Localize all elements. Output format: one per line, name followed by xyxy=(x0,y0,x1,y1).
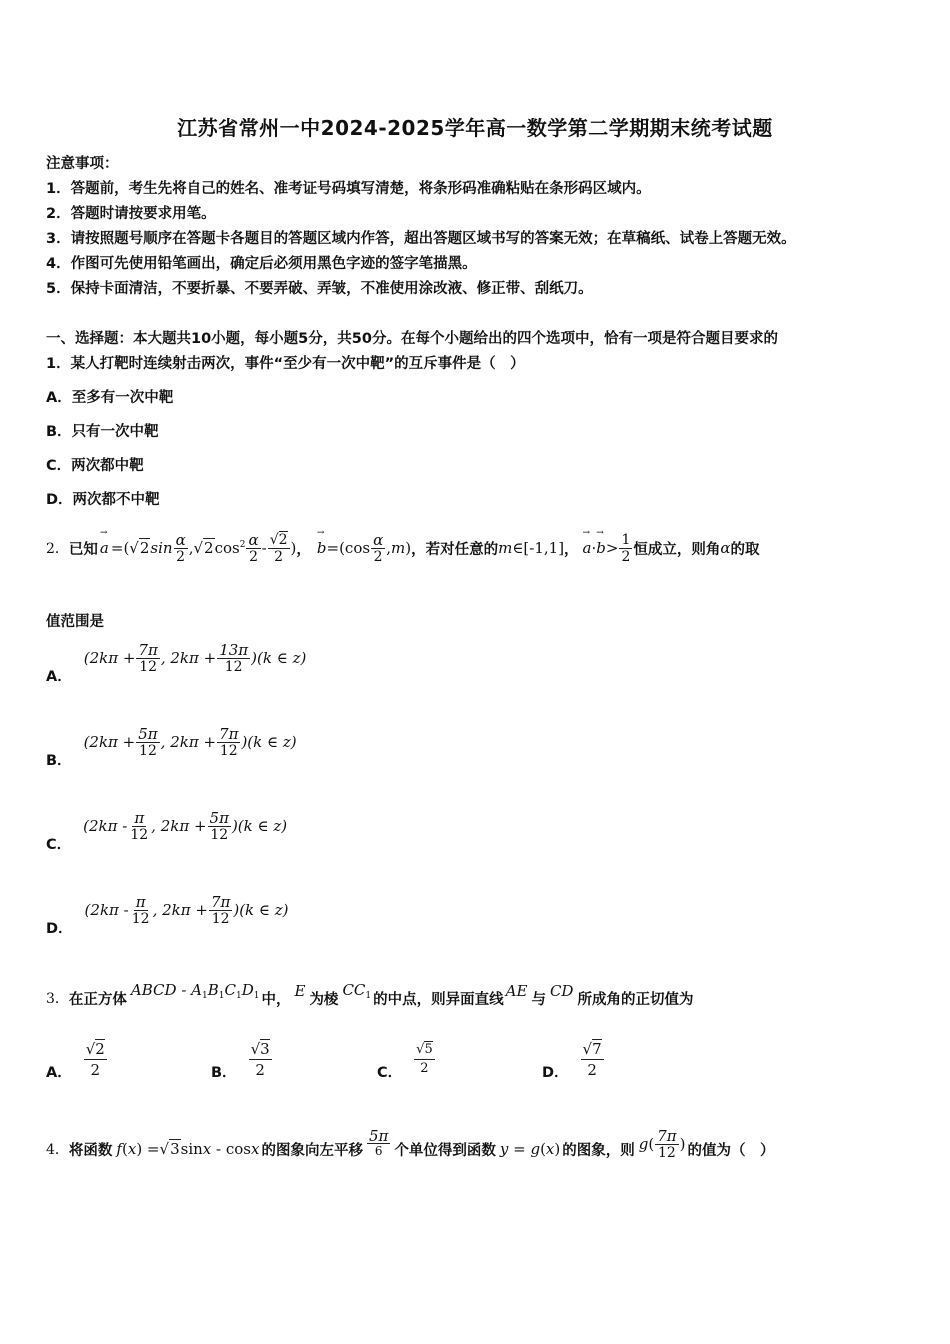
shift-fraction: $\frac{5\pi}{6}$ xyxy=(368,1126,389,1158)
page-title: 江苏省常州一中2024-2025学年高一数学第二学期期末统考试题 xyxy=(177,116,773,140)
point-e-symbol: E xyxy=(294,982,306,1000)
q2-option-a xyxy=(46,640,307,688)
option-label: D． xyxy=(542,1064,569,1081)
frac-num: 7π xyxy=(138,640,158,659)
q3-option-d xyxy=(542,1036,605,1086)
stem-text: 已知 xyxy=(68,541,98,558)
frac-den: 2 xyxy=(255,1060,265,1079)
option-formula xyxy=(85,894,289,927)
q3-option-c xyxy=(377,1036,436,1086)
formula-part: )(k ∈ z) xyxy=(241,733,297,751)
option-label: A． xyxy=(46,668,72,685)
stem-text: 的取 xyxy=(730,541,760,558)
dot-product-formula: → a · → b > $\frac{1}{2}$ xyxy=(583,532,634,565)
option-label: A． xyxy=(46,390,72,406)
q3-option-b xyxy=(211,1036,273,1086)
q1-option-b xyxy=(46,420,159,441)
notice-item: 1．答题前，考生先将自己的姓名、准考证号码填写清楚，将条形码准确粘贴在条形码区域内。 xyxy=(46,181,651,197)
notice-heading: 注意事项： xyxy=(46,156,119,172)
option-text: 只有一次中靶 xyxy=(71,424,159,440)
question-2-continued: 值范围是 xyxy=(46,614,104,630)
question-number: 2． xyxy=(46,541,69,557)
question-3-stem xyxy=(46,980,693,1016)
q2-option-d xyxy=(46,892,289,940)
question-number: 3． xyxy=(46,991,69,1007)
q1-option-d xyxy=(46,488,160,509)
formula-part: , 2kπ + xyxy=(160,649,217,667)
option-label: C． xyxy=(377,1064,403,1081)
alpha-symbol: α xyxy=(720,539,731,557)
q1-option-a xyxy=(46,386,173,407)
option-text: 两次都中靶 xyxy=(71,458,144,474)
formula-part: , 2kπ + xyxy=(160,733,217,751)
formula-part: (2kπ + xyxy=(83,649,136,667)
frac-den: 12 xyxy=(219,742,238,759)
q3-option-a xyxy=(46,1036,108,1086)
option-text: 至多有一次中靶 xyxy=(71,390,174,406)
section-heading: 一、选择题：本大题共10小题，每小题5分，共50分。在每个小题给出的四个选项中，恰有一项是符合题目要求的 xyxy=(46,331,778,347)
frac-den: 2 xyxy=(420,1060,429,1076)
option-text: 两次都不中靶 xyxy=(72,492,160,508)
radicand: 2 xyxy=(95,1039,105,1058)
frac-num: 7π xyxy=(210,892,231,911)
stem-text: 恒成立，则角 xyxy=(633,541,721,558)
stem-text: 的图象向左平移 xyxy=(261,1142,363,1159)
frac-den: 12 xyxy=(211,910,230,927)
function-g-formula: y = g ( x ) xyxy=(499,1140,561,1158)
stem-text: 中， xyxy=(261,991,291,1008)
radicand: 5 xyxy=(424,1041,433,1057)
radicand: 7 xyxy=(592,1039,602,1058)
question-4-stem xyxy=(46,1126,774,1172)
frac-den: 12 xyxy=(139,742,157,759)
frac-den: 12 xyxy=(210,826,229,843)
question-1-stem: 1．某人打靶时连续射击两次，事件“至少有一次中靶”的互斥事件是（ ） xyxy=(46,356,525,372)
stem-text: ，若对任意的 xyxy=(411,541,499,558)
option-label: B． xyxy=(46,752,72,769)
option-label: C． xyxy=(46,458,72,474)
frac-den: 2 xyxy=(587,1060,597,1079)
option-label: D． xyxy=(46,920,73,937)
frac-den: 2 xyxy=(90,1060,101,1079)
stem-text: 的值为（ ） xyxy=(687,1142,775,1159)
frac-num: 13π xyxy=(219,640,249,659)
stem-text: 与 xyxy=(531,991,546,1008)
stem-text: 为棱 xyxy=(309,991,339,1008)
option-label: C． xyxy=(46,836,72,853)
vector-b-formula: → b =(cos $\frac{\alpha}{2}$ , m ) xyxy=(317,532,411,565)
g-value-formula: g ( $\frac{7\pi}{12}$ ) xyxy=(638,1126,686,1161)
line-cd-symbol: CD xyxy=(549,982,574,1000)
question-2-stem xyxy=(46,526,760,570)
stem-text: 在正方体 xyxy=(68,991,127,1008)
frac-den: 12 xyxy=(224,658,243,675)
q2-option-c xyxy=(46,808,288,856)
stem-text: 将函数 xyxy=(68,1142,113,1159)
m-range-formula: m ∈[-1,1] xyxy=(498,539,565,557)
formula-part: , 2kπ + xyxy=(152,901,208,919)
notice-item: 3．请按照题号顺序在答题卡各题目的答题区域内作答，超出答题区域书写的答案无效；在草稿纸、试卷上答题无效。 xyxy=(46,231,796,247)
frac-den: 12 xyxy=(130,826,149,843)
question-number: 4． xyxy=(46,1142,69,1158)
option-label: A． xyxy=(46,1064,72,1081)
notice-item: 2．答题时请按要求用笔。 xyxy=(46,206,216,222)
stem-text: ， xyxy=(296,541,311,558)
option-label: D． xyxy=(46,492,73,508)
edge-cc1-symbol: $CC_1$ xyxy=(342,981,372,1001)
frac-num: π xyxy=(134,808,145,827)
formula-part: (2kπ - xyxy=(83,817,128,835)
q2-option-b xyxy=(46,724,297,772)
line-ae-symbol: AE xyxy=(505,982,528,1000)
formula-part: , 2kπ + xyxy=(151,817,207,835)
stem-text: 的中点，则异面直线 xyxy=(373,991,504,1008)
stem-text: 个单位得到函数 xyxy=(394,1142,496,1159)
notice-item: 5．保持卡面清洁，不要折暴、不要弄破、弄皱，不准使用涂改液、修正带、刮纸刀。 xyxy=(46,281,593,297)
stem-text: ， xyxy=(564,541,579,558)
option-label: B． xyxy=(211,1064,237,1081)
option-formula: $\frac{√2}{2}$ xyxy=(85,1039,105,1079)
frac-num: 7π xyxy=(219,724,239,743)
stem-text: 的图象，则 xyxy=(562,1142,635,1159)
formula-part: )(k ∈ z) xyxy=(233,901,289,919)
option-formula xyxy=(84,642,307,675)
frac-den: 12 xyxy=(139,658,158,675)
radicand: 3 xyxy=(260,1039,270,1058)
option-formula: $\frac{√5}{2}$ xyxy=(416,1041,433,1076)
option-formula: $\frac{√3}{2}$ xyxy=(250,1039,270,1079)
frac-num: π xyxy=(135,892,146,911)
notice-item: 4．作图可先使用铅笔画出，确定后必须用黑色字迹的签字笔描黑。 xyxy=(46,256,477,272)
formula-part: (2kπ - xyxy=(84,901,129,919)
stem-text: 所成角的正切值为 xyxy=(577,991,694,1008)
frac-num: 5π xyxy=(138,724,158,743)
cube-name-formula: ABCD - $A_1B_1C_1D_1$ xyxy=(130,981,260,1001)
option-formula xyxy=(84,726,297,759)
q1-option-c xyxy=(46,454,144,475)
option-label: B． xyxy=(46,424,72,440)
formula-part: )(k ∈ z) xyxy=(251,649,307,667)
formula-part: )(k ∈ z) xyxy=(231,817,288,835)
frac-num: 5π xyxy=(209,808,229,827)
vector-a-formula: → a =( √2 sin $\frac{\alpha}{2}$ , √2 $\cos^2$ $\frac{\alpha}{2}$ - $\frac{√2}{2}$ ) xyxy=(98,532,296,565)
option-formula: $\frac{√7}{2}$ xyxy=(582,1039,602,1079)
function-f-formula: f ( x ) = √3 sin x - cos x xyxy=(116,1140,260,1158)
formula-part: (2kπ + xyxy=(83,733,136,751)
frac-den: 12 xyxy=(131,910,150,927)
option-formula xyxy=(83,810,287,843)
